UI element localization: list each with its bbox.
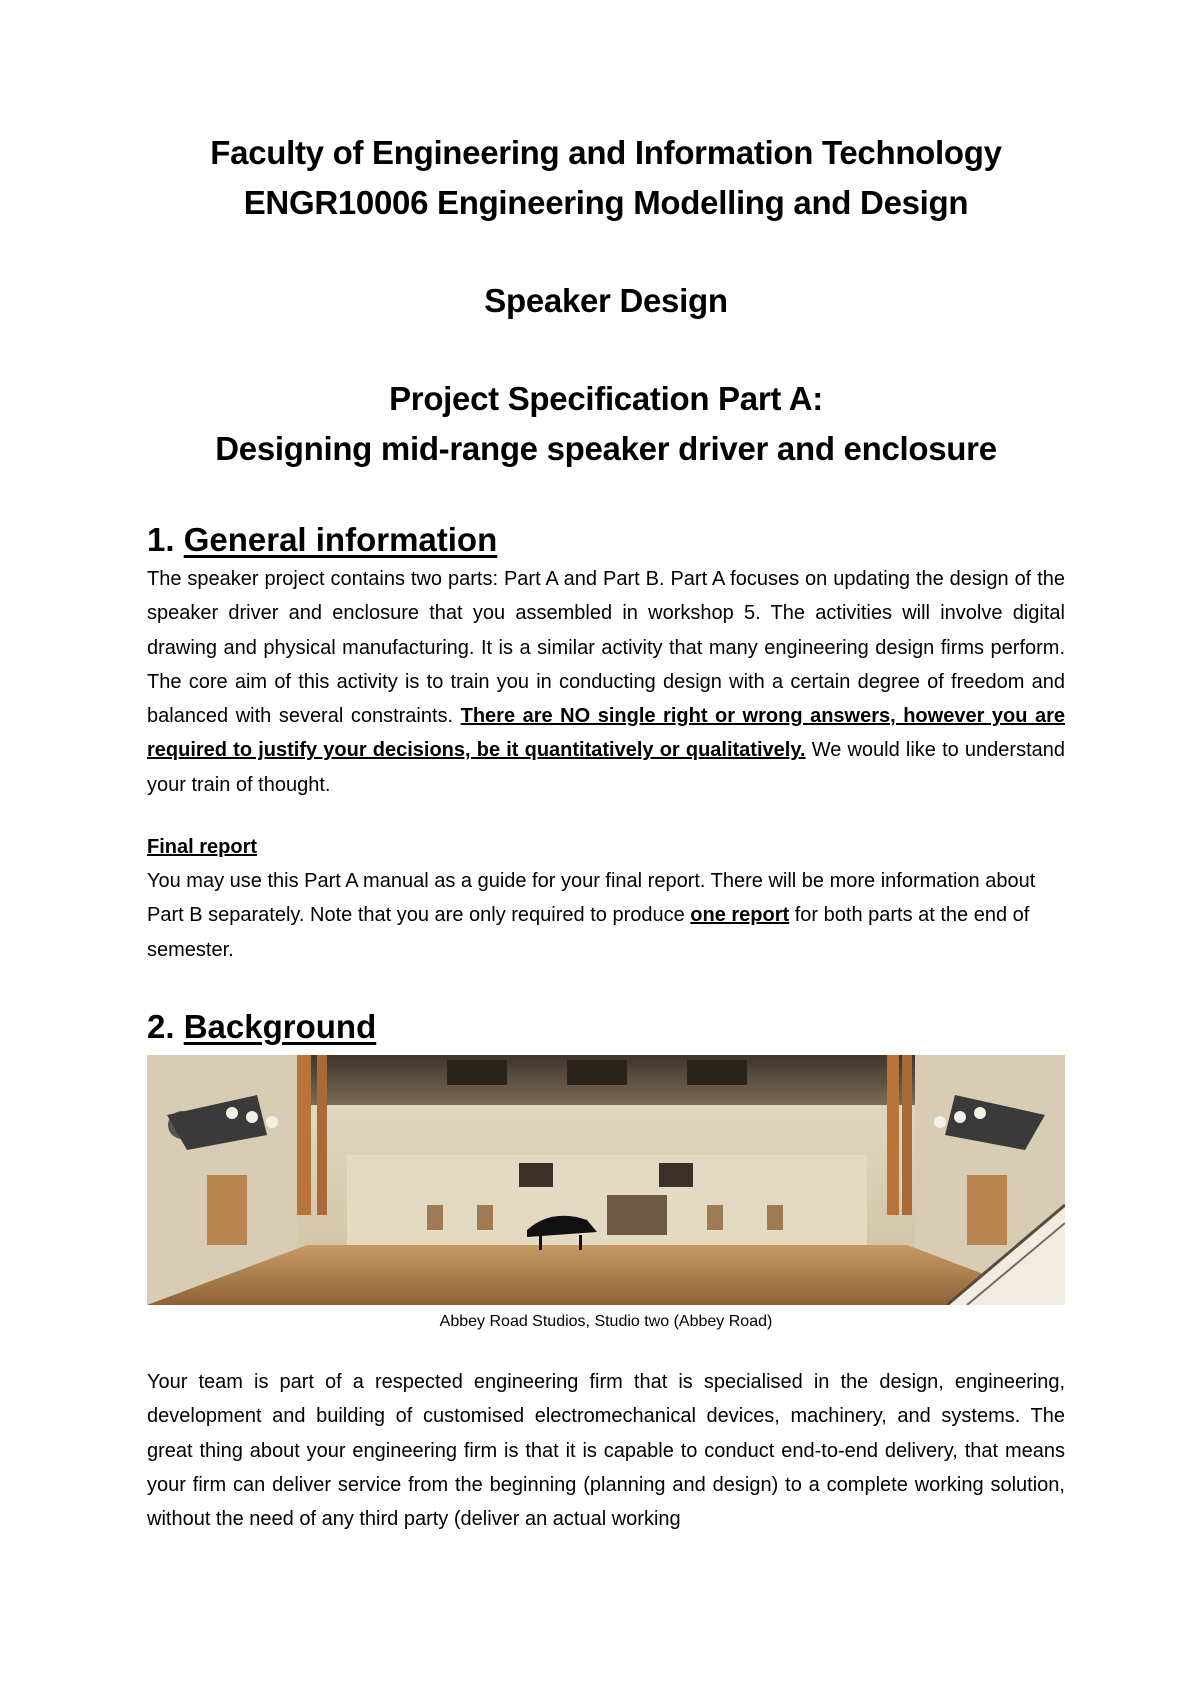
background-paragraph: Your team is part of a respected engineering firm that is specialised in the design, engineering, development and building of customised electromechanical devices, machinery, and systems. The great thing about your engineering firm is that it is capable to conduct end-to-end delivery, that means your firm can deliver service from the beginning (planning and design) to a complete working solution, without the need of any third party (deliver an actual working bbox=[147, 1370, 1065, 1531]
paragraph-text: The speaker project contains two parts: Part A and Part B. Part A focuses on updating the design of the speaker driver and enclosure that you assembled in workshop 5. The activities will involve digital drawing and physical manufacturing. It is a similar activity that many engineering design firms perform. The core aim of this activity is to train you in conducting design with a certain degree of freedom and balanced with several constraints. bbox=[147, 568, 1065, 728]
studio-photo bbox=[147, 1055, 1065, 1305]
document-page bbox=[147, 128, 1065, 1536]
emphasis-text: one report bbox=[690, 904, 790, 927]
specification-title: Project Specification Part A: bbox=[389, 380, 823, 417]
studio-photo-illustration bbox=[147, 1055, 1065, 1305]
project-title: Speaker Design bbox=[484, 282, 728, 319]
course-title: ENGR10006 Engineering Modelling and Design bbox=[243, 184, 969, 221]
document-title-block bbox=[147, 128, 1065, 474]
emphasis-text: There are NO single right or wrong answers, however you are required to justify your decisions, be it quantitatively or qualitatively. bbox=[147, 705, 1065, 762]
photo-caption: Abbey Road Studios, Studio two (Abbey Road) bbox=[439, 1312, 773, 1330]
paragraph-text: We would like to understand your train of thought. bbox=[147, 739, 1065, 796]
section-number: 2. bbox=[147, 1007, 175, 1045]
specification-subtitle: Designing mid-range speaker driver and enclosure bbox=[215, 430, 997, 467]
paragraph-text: You may use this Part A manual as a guide for your final report. There will be more information about Part B separately. Note that you are only required to produce bbox=[147, 870, 1036, 927]
paragraph-text: for both parts at the end of semester. bbox=[147, 904, 1030, 961]
section-heading-background bbox=[147, 1005, 1065, 1049]
section-title: Background bbox=[183, 1007, 377, 1045]
section-number: 1. bbox=[147, 521, 175, 558]
section-heading-general-information bbox=[147, 518, 1065, 562]
final-report-heading: Final report bbox=[147, 836, 258, 859]
faculty-title: Faculty of Engineering and Information Technology bbox=[210, 134, 1002, 171]
final-report-paragraph bbox=[147, 864, 1065, 967]
section-title: General information bbox=[183, 521, 498, 558]
general-information-paragraph bbox=[147, 562, 1065, 802]
